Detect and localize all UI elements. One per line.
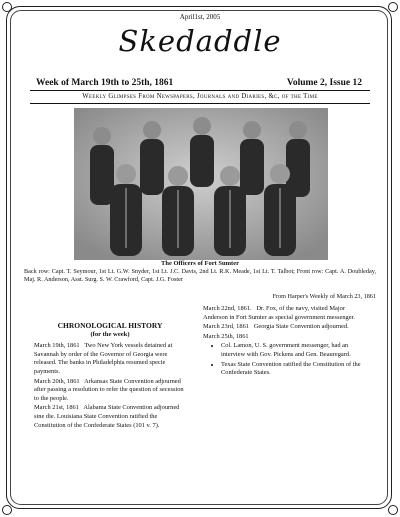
history-entry: [203, 323, 363, 332]
entry-date: March 19th, 1861: [34, 342, 80, 350]
bullet-item: • Texas State Convention ratified the Constitution of the Confederate States.: [221, 361, 363, 378]
tagline-rule: [30, 103, 370, 104]
issue-date: April1st, 2005: [179, 13, 221, 21]
corner-ornament: [2, 2, 12, 12]
entry-text: Alabama State Convention adjourned sine die. Louisiana State Convention ratified the Constitution of the Confederate States (101 v. 7).: [34, 404, 180, 429]
corner-ornament: [388, 505, 398, 515]
history-entry: [203, 305, 363, 322]
newsletter-masthead: Skedaddle: [118, 24, 282, 58]
header-rule: [30, 90, 370, 91]
tagline: Weekly Glimpses From Newspapers, Journals and Diaries, &c, of the Time: [82, 93, 318, 100]
entry-text: Georgia State Convention adjourned.: [253, 323, 349, 331]
entry-text: Arkansas State Convention adjourned after passing a resolution to refer the question of secession to the people.: [34, 377, 184, 402]
week-range: Week of March 19th to 25th, 1861: [36, 78, 174, 88]
history-left-column: [34, 322, 186, 431]
photo-title: The Officers of Fort Sumter: [161, 260, 239, 267]
section-heading: CHRONOLOGICAL HISTORY: [57, 321, 163, 330]
entry-date: March 22nd, 1861.: [203, 305, 252, 312]
section-subheading: (for the week): [90, 330, 130, 338]
history-entry: [34, 404, 186, 430]
history-bullet-list: [203, 342, 363, 377]
entry-date: March 20th, 1861: [34, 377, 80, 385]
corner-ornament: [388, 2, 398, 12]
history-right-column: [203, 305, 363, 379]
corner-ornament: [2, 505, 12, 515]
entry-text: Dr. Fox, of the navy, visited Major Anderson in Fort Sumter as special government messenger.: [203, 305, 355, 321]
history-entry: [34, 342, 186, 376]
officers-photograph: [74, 108, 328, 260]
entry-text: Two New York vessels detained at Savannah by order of the Governor of Georgia were released. The banks in Philadelphia resumed specie payments.: [34, 342, 173, 375]
history-entry: [34, 378, 186, 404]
entry-date: March 25th, 1861: [203, 332, 249, 340]
bullet-item: • Col. Lamon, U. S. government messenger, had an interview with Gov. Pickens and Gen. Beauregard.: [221, 342, 363, 359]
photo-caption: Back row: Capt. T. Seymour, 1st Lt. G.W. Snyder, 1st Lt. J.C. Davis, 2nd Lt. R.K. Meade, 1st Lt. T. Talbot; Front row: Capt. A. Doubleday, Maj. R. Anderson, Asst. Surg. S. W. Crawford, Capt. J.G. Foster: [24, 268, 376, 284]
history-entry: [203, 333, 363, 342]
photo-source: From Harper's Weekly of March 23, 1861: [272, 293, 376, 300]
volume-issue: Volume 2, Issue 12: [286, 78, 362, 88]
entry-date: March 23rd, 1861: [203, 323, 249, 331]
entry-date: March 21st, 1861: [34, 404, 79, 412]
